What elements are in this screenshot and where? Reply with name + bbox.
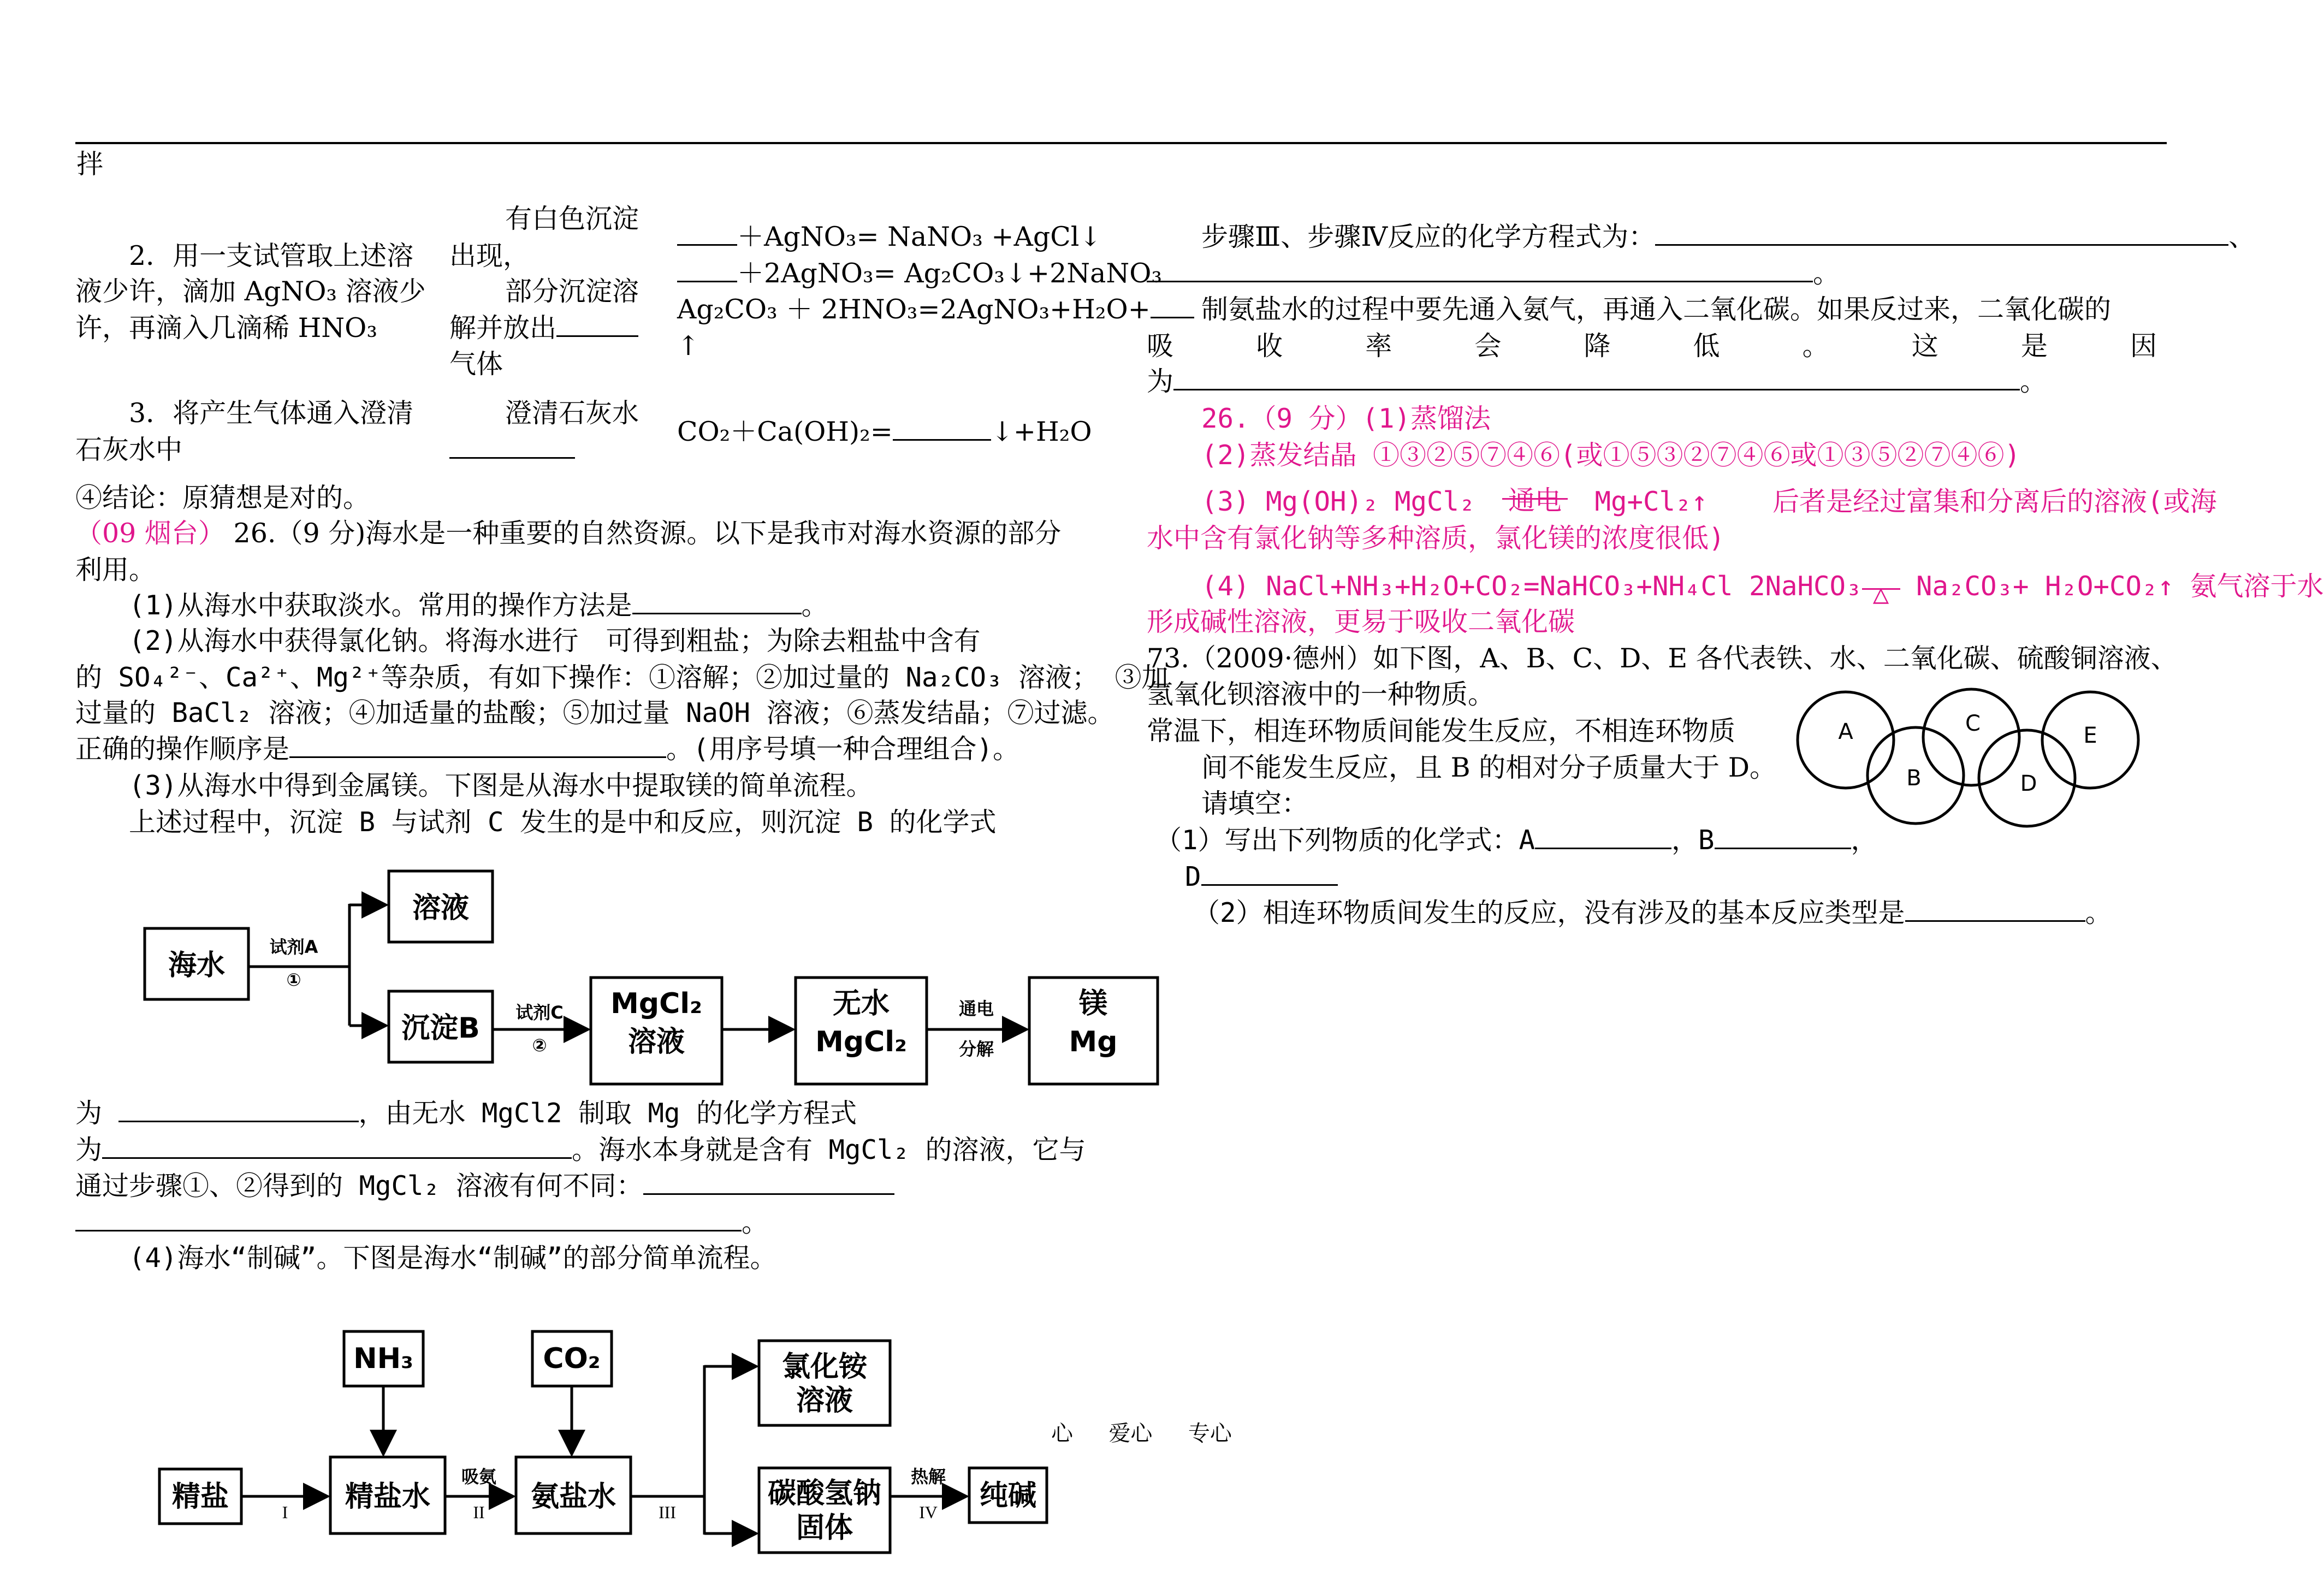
q26-intro-2: 利用。 [75, 554, 156, 585]
q26-p4: (4)海水“制碱”。下图是海水“制碱”的部分简单流程。 [129, 1242, 777, 1274]
step2-line2: 液少许，滴加 AgNO₃ 溶液少 [75, 276, 426, 307]
q73-l4: 间不能发生反应，且 B 的相对分子质量大于 D。 [1201, 752, 1777, 783]
node-mgcl2-solution-2: 溶液 [627, 1026, 685, 1058]
phenomenon2-line3: 部分沉淀溶 [505, 276, 639, 307]
q73-l2: 氢氧化钡溶液中的一种物质。 [1147, 679, 1495, 710]
node-mg-2: Mg [1069, 1026, 1118, 1058]
equation3: CO₂＋Ca(OH)₂= ↓+H₂O [677, 416, 1092, 447]
answer-3: (3) Mg(OH)₂ MgCl₂ 通电 Mg+Cl₂↑ 后者是经过富集和分离后的溶液(或海 [1201, 485, 2217, 517]
right-l3: 制氨盐水的过程中要先通入氨气，再通入二氧化碳。如果反过来，二氧化碳的 [1201, 294, 2112, 325]
cond-electrolysis: 通电 [1508, 485, 1562, 516]
q73-l6: （1）写出下列物质的化学式：A ，B ， [1155, 825, 1878, 856]
node-mg-1: 镁 [1078, 987, 1108, 1020]
q26-p2a: (2)从海水中获得氯化钠。将海水进行 可得到粗盐；为除去粗盐中含有 [129, 625, 981, 656]
ring-label-a: A [1838, 719, 1853, 744]
right-l1: 步骤Ⅲ、步骤Ⅳ反应的化学方程式为： 、 [1201, 221, 2256, 252]
reason-blank[interactable] [1173, 366, 2020, 390]
q73-l1: 73.（2009·德州）如下图，A、B、C、D、E 各代表铁、水、二氧化碳、硫酸铜溶液、 [1147, 643, 2178, 674]
q26-p3e: 通过步骤①、②得到的 MgCl₂ 溶液有何不同： [75, 1170, 894, 1202]
step3-line1: 3．将产生气体通入澄清 [129, 398, 414, 429]
answer-4b: 形成碱性溶液，更易于吸收二氧化碳 [1147, 606, 1575, 637]
phenomenon2-line2: 出现， [449, 240, 530, 271]
reaction-type-blank[interactable] [1905, 897, 2085, 922]
label-decompose: 分解 [958, 1039, 994, 1059]
ring-label-b: B [1906, 766, 1922, 791]
phenomenon3-line1: 澄清石灰水 [505, 398, 639, 429]
node-anhydrous-2: MgCl₂ [815, 1026, 907, 1058]
equation-iii-blank[interactable] [1655, 221, 2228, 246]
node-brine: 精盐水 [345, 1481, 431, 1513]
q73-l8: （2）相连环物质间发生的反应，没有涉及的基本反应类型是 。 [1193, 897, 2112, 928]
equation2-line2: ＋2AgNO₃= Ag₂CO₃↓+2NaNO₃ [677, 258, 1162, 289]
answer-1: 26.（9 分）(1)蒸馏法 [1201, 403, 1491, 434]
node-precipitate-b: 沉淀B [401, 1012, 480, 1045]
label-step-i: I [282, 1502, 288, 1522]
label-heat-decompose: 热解 [910, 1466, 946, 1487]
q26-p3: (3)从海水中得到金属镁。下图是从海水中提取镁的简单流程。 [129, 770, 873, 801]
phenomenon2-line1: 有白色沉淀 [505, 203, 639, 234]
ring-label-d: D [2020, 771, 2037, 796]
label-step-iv: IV [919, 1502, 938, 1522]
equation2-line3: Ag₂CO₃ ＋ 2HNO₃=2AgNO₃+H₂O+ [677, 294, 1194, 325]
q26-p3b: 上述过程中，沉淀 B 与试剂 C 发生的是中和反应，则沉淀 B 的化学式 [129, 807, 997, 838]
equation-iv-blank[interactable] [1147, 258, 1813, 282]
node-refined-salt: 精盐 [171, 1481, 229, 1513]
node-anhydrous-1: 无水 [832, 987, 890, 1020]
q26-p3c: 为 ，由无水 MgCl2 制取 Mg 的化学方程式 [75, 1098, 857, 1129]
q73-l5: 请填空： [1201, 788, 1309, 819]
right-l2: 。 [1147, 258, 1840, 289]
q26-p2d: 过量的 BaCl₂ 溶液；④加适量的盐酸；⑤加过量 NaOH 溶液；⑥蒸发结晶；⑦过滤。 [75, 697, 1114, 729]
answer-a-blank[interactable] [1535, 825, 1671, 849]
label-absorb-ammonia: 吸氨 [461, 1466, 497, 1487]
node-nh3: NH₃ [353, 1342, 413, 1375]
q26-p2e: 正确的操作顺序是 。(用序号填一种合理组合)。 [75, 733, 1020, 765]
node-seawater: 海水 [168, 949, 226, 982]
step2-line1: 2．用一支试管取上述溶 [129, 240, 414, 271]
q26-p3d: 为 。海水本身就是含有 MgCl₂ 的溶液，它与 [75, 1134, 1086, 1165]
label-step-iii: III [659, 1502, 676, 1522]
rings-diagram [1791, 683, 2141, 836]
q26-p2c: 的 SO₄²⁻、Ca²⁺、Mg²⁺等杂质，有如下操作：①溶解；②加过量的 Na₂CO₃ 溶液； ③加 [75, 662, 1169, 693]
phenomenon2-line4: 解并放出 [449, 312, 638, 344]
right-l4: 吸 收 率 会 降 低 。 这 是 因 [1147, 330, 2157, 362]
right-l5: 为 。 [1147, 366, 2047, 397]
node-nahco3-2: 固体 [796, 1512, 853, 1544]
node-solution: 溶液 [412, 892, 470, 925]
cond-heat: △ [1872, 578, 1889, 609]
label-electrolysis: 通电 [958, 998, 994, 1019]
q73-l3: 常温下，相连环物质间能发生反应，不相连环物质 [1147, 715, 1736, 747]
node-co2: CO₂ [543, 1342, 601, 1375]
conclusion: ④结论：原猜想是对的。 [75, 482, 370, 513]
ring-c [1923, 689, 2019, 785]
answer-4: (4) NaCl+NH₃+H₂O+CO₂=NaHCO₃+NH₄Cl 2NaHCO₃ △ Na₂CO₃+ H₂O+CO₂↑ 氨气溶于水 [1201, 571, 2324, 609]
q26-source: （09 烟台） [75, 518, 225, 549]
node-ammonia-brine: 氨盐水 [530, 1481, 616, 1513]
footer-mid: 爱心 [1108, 1421, 1153, 1446]
q26-p3f: 。 [75, 1207, 768, 1239]
answer-3b: 水中含有氯化钠等多种溶质，氯化镁的浓度很低) [1147, 523, 1725, 554]
step3-line2: 石灰水中 [75, 434, 183, 465]
label-step1: ① [286, 969, 301, 990]
phenomenon2-line5: 气体 [449, 348, 503, 380]
label-reagent-a: 试剂A [269, 937, 318, 957]
footer-right: 专心 [1188, 1421, 1232, 1446]
label-step-ii: II [473, 1502, 485, 1522]
label-reagent-c: 试剂C [515, 1002, 564, 1023]
node-nahco3-1: 碳酸氢钠 [767, 1477, 882, 1510]
node-soda: 纯碱 [979, 1479, 1037, 1512]
page-top-char: 拌 [76, 149, 104, 180]
ring-label-e: E [2083, 723, 2097, 748]
step2-line3: 许，再滴入几滴稀 HNO₃ [75, 312, 377, 344]
q73-l7: D [1185, 861, 1338, 893]
footer [1051, 1420, 1232, 1447]
answer-2: (2)蒸发结晶 ①③②⑤⑦④⑥(或①⑤③②⑦④⑥或①③⑤②⑦④⑥) [1201, 440, 2021, 471]
node-nh4cl-1: 氯化铵 [781, 1351, 868, 1383]
equation2-line4: ↑ [677, 330, 700, 362]
node-nh4cl-2: 溶液 [796, 1384, 853, 1417]
equation2-line1: ＋AgNO₃= NaNO₃ +AgCl↓ [677, 221, 1101, 253]
footer-left: 心 [1051, 1421, 1073, 1446]
node-mgcl2-solution-1: MgCl₂ [610, 987, 702, 1020]
label-step2: ② [532, 1035, 547, 1056]
q26-p1: (1)从海水中获取淡水。常用的操作方法是 。 [129, 590, 828, 621]
ring-label-c: C [1965, 711, 1981, 736]
q26-intro: （09 烟台） 26.（9 分)海水是一种重要的自然资源。以下是我市对海水资源的部分 [75, 518, 1062, 549]
answer-d-blank[interactable] [1201, 861, 1338, 886]
